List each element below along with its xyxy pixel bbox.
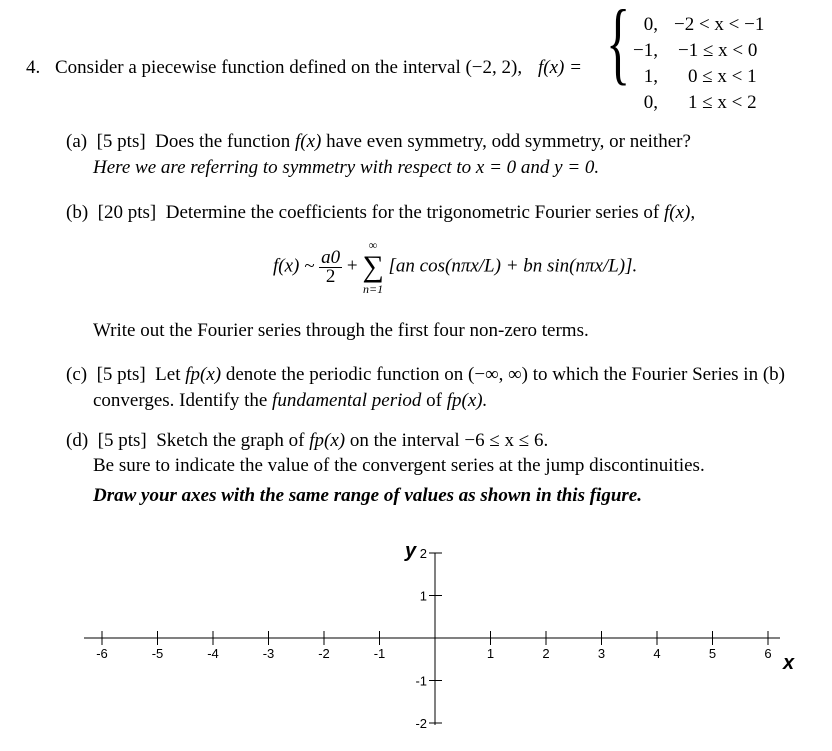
case-value: −1, bbox=[633, 40, 658, 61]
periodic-function-symbol: fp(x) bbox=[309, 430, 346, 451]
x-tick-label: 2 bbox=[542, 646, 550, 661]
x-tick-label: 1 bbox=[486, 646, 495, 661]
sigma-symbol: ∑ bbox=[362, 250, 384, 283]
series-lhs: f(x) ~ bbox=[273, 255, 315, 277]
part-b-instruction: Write out the Fourier series through the first four non-zero terms. bbox=[93, 320, 589, 341]
y-tick-label: 2 bbox=[419, 546, 427, 561]
part-points: [5 pts] bbox=[96, 364, 146, 385]
sum-upper-limit: ∞ bbox=[368, 238, 378, 252]
part-text: Does the function bbox=[155, 131, 291, 152]
plus-sign: + bbox=[346, 255, 358, 277]
part-text: Determine the coefficients for the trigonometric Fourier series of bbox=[165, 202, 660, 223]
part-points: [20 pts] bbox=[97, 202, 157, 223]
x-tick-label: -1 bbox=[373, 646, 386, 661]
case-condition: 0 ≤ x < 1 bbox=[688, 66, 757, 87]
case-condition: 1 ≤ x < 2 bbox=[688, 92, 757, 113]
case-value: 1, bbox=[643, 66, 658, 87]
function-lhs: f(x) = bbox=[538, 57, 582, 78]
part-text: converges. Identify the bbox=[93, 390, 268, 411]
fraction-numerator: a0 bbox=[321, 246, 341, 268]
sum-lower-limit: n=1 bbox=[363, 282, 384, 296]
part-label: (a) bbox=[66, 131, 88, 152]
part-text: on the interval −6 ≤ x ≤ 6. bbox=[349, 430, 549, 451]
part-label: (c) bbox=[66, 364, 88, 385]
x-tick-label: -6 bbox=[96, 646, 108, 661]
case-condition: −2 < x < −1 bbox=[674, 14, 765, 35]
case-value: 0, bbox=[643, 92, 658, 113]
part-label: (b) bbox=[66, 202, 89, 223]
x-tick-label: -3 bbox=[262, 646, 275, 661]
emphasis-text: fundamental period bbox=[272, 390, 422, 411]
series-body: [an cos(nπx/L) + bn sin(nπx/L)]. bbox=[388, 255, 638, 277]
function-symbol: f(x) bbox=[295, 131, 322, 152]
x-tick-label: 4 bbox=[653, 646, 661, 661]
part-d-line2: Be sure to indicate the value of the convergent series at the jump discontinuities. bbox=[93, 455, 705, 476]
part-points: [5 pts] bbox=[97, 430, 147, 451]
part-label: (d) bbox=[66, 430, 89, 451]
part-text: have even symmetry, odd symmetry, or neither? bbox=[326, 131, 691, 152]
y-tick-label: -2 bbox=[415, 716, 427, 731]
problem-statement: Consider a piecewise function defined on the interval (−2, 2), bbox=[55, 57, 523, 78]
function-symbol: f(x), bbox=[663, 202, 696, 223]
case-value: 0, bbox=[643, 14, 658, 35]
y-tick-label: -1 bbox=[415, 673, 427, 689]
case-condition: −1 ≤ x < 0 bbox=[678, 40, 758, 61]
part-text: Sketch the graph of bbox=[156, 430, 305, 451]
part-text: Let bbox=[155, 364, 181, 385]
x-tick-label: -2 bbox=[318, 646, 330, 661]
periodic-function-symbol: fp(x) bbox=[185, 364, 222, 385]
x-tick-label: -5 bbox=[151, 646, 164, 661]
periodic-function-symbol: fp(x). bbox=[446, 390, 488, 411]
x-tick-label: 3 bbox=[597, 646, 606, 661]
part-a-note: Here we are referring to symmetry with respect to x = 0 and y = 0. bbox=[93, 157, 600, 178]
y-tick-label: 1 bbox=[419, 588, 427, 604]
part-text: of bbox=[426, 390, 442, 411]
problem-number: 4. bbox=[26, 57, 41, 78]
fraction-denominator: 2 bbox=[325, 265, 336, 287]
x-tick-label: 6 bbox=[764, 646, 772, 661]
x-axis-label: x bbox=[783, 652, 795, 674]
y-axis-label: y bbox=[405, 540, 417, 562]
part-text: denote the periodic function on (−∞, ∞) to which the Fourier Series in (b) bbox=[225, 364, 785, 385]
x-tick-label: -4 bbox=[207, 646, 219, 661]
piecewise-brace: { bbox=[606, 0, 631, 93]
x-tick-label: 5 bbox=[708, 646, 717, 661]
part-d-line3: Draw your axes with the same range of values as shown in this figure. bbox=[93, 485, 642, 506]
part-points: [5 pts] bbox=[96, 131, 146, 152]
